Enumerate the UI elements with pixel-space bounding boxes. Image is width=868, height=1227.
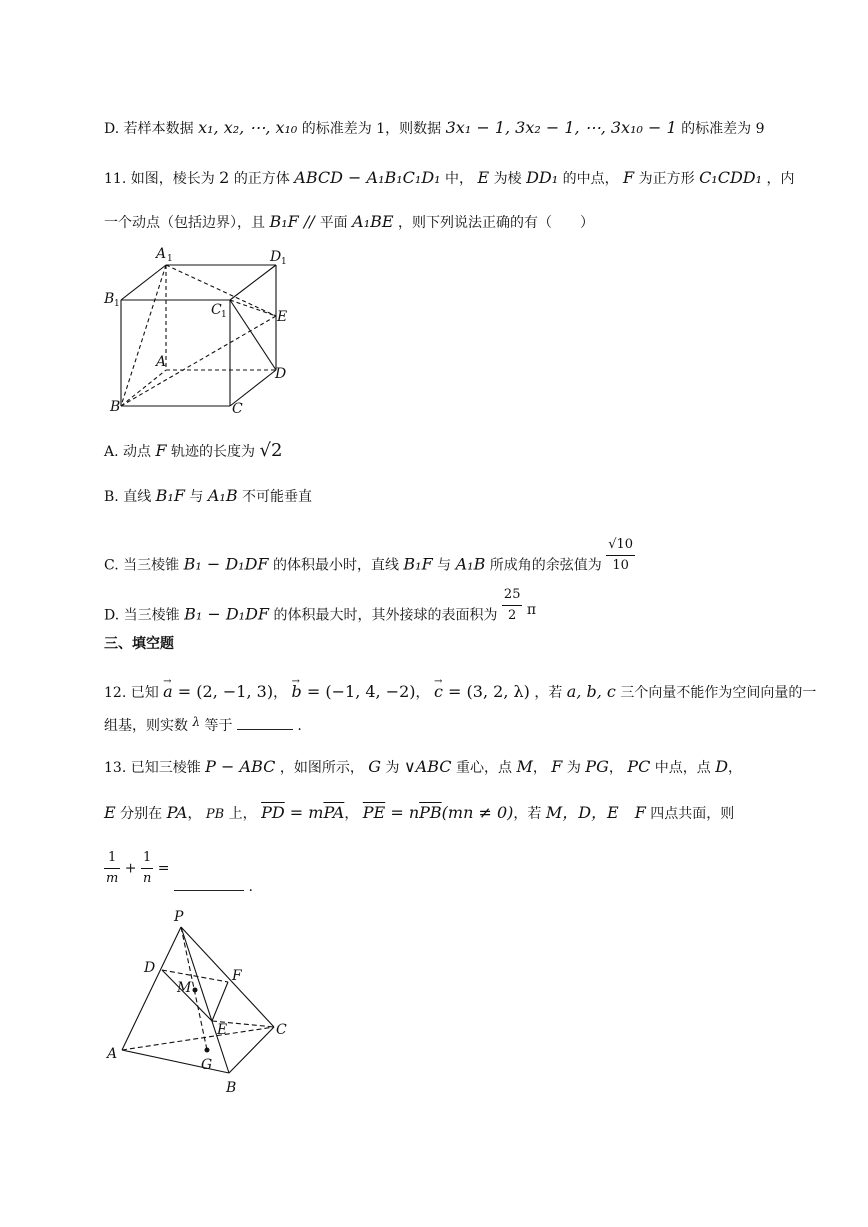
q11-face: C₁CDD₁ xyxy=(699,168,763,187)
q11-opta-f: F xyxy=(155,441,167,460)
label-c1: C xyxy=(211,302,222,318)
q13-e: ， xyxy=(532,760,547,776)
q10-optd-end: 的标准差为 9 xyxy=(681,121,765,137)
q11-point-f: F xyxy=(623,168,635,187)
q13-end: . xyxy=(248,878,253,895)
q13-answer-blank[interactable] xyxy=(174,890,244,891)
q13-l2-e: ，若 xyxy=(513,806,542,822)
point-g-dot xyxy=(205,1048,210,1053)
q11-optb-b: 与 xyxy=(189,489,204,505)
q11-opta-b: 轨迹的长度为 xyxy=(171,444,256,460)
q11-optc-a: C. 当三棱锥 xyxy=(104,557,180,574)
q13-d: 重心，点 xyxy=(455,760,512,776)
q11-text-6: ，内 xyxy=(766,171,795,187)
q11-option-b xyxy=(104,486,312,507)
q12-line2 xyxy=(104,716,302,736)
q13-f-point: F xyxy=(551,757,563,776)
q11-number: 11. 如图，棱长为 xyxy=(104,171,215,187)
q12-vectors: a, b, c xyxy=(566,682,616,701)
label-c: C xyxy=(232,401,243,417)
label-f: F xyxy=(232,968,242,984)
q13-l2-a: 分别在 xyxy=(120,806,163,822)
q12-vector-c-value: = (3, 2, λ) xyxy=(442,682,530,701)
q13-eq2-tail: (mn ≠ 0) xyxy=(441,803,514,822)
q11-optc-line2: A₁B xyxy=(455,554,486,574)
q11-optc-numerator: √10 xyxy=(606,535,635,556)
q13-eq1-mid: = m xyxy=(284,803,324,822)
q13-b: ，如图所示， xyxy=(279,760,364,776)
q11-optb-line1: B₁F xyxy=(155,486,185,505)
q13-pyramid: P − ABC xyxy=(205,757,276,776)
q13-plus: + xyxy=(124,860,137,877)
q13-frac1-num: 1 xyxy=(104,848,120,869)
q11-cube-name: ABCD − A₁B₁C₁D₁ xyxy=(294,168,441,187)
label-d1-sub: 1 xyxy=(281,257,287,267)
q11-optd-fraction xyxy=(502,585,523,626)
label-d: D xyxy=(275,366,287,382)
q13-equals: = xyxy=(157,860,170,877)
q11-line2-c: ，则下列说法正确的有（ ） xyxy=(398,215,594,231)
q11-line2-b: 平面 xyxy=(319,215,348,231)
point-m-dot xyxy=(193,988,198,993)
q11-stem-line1 xyxy=(104,168,794,189)
q12-sep1: ， xyxy=(273,685,288,701)
q13-g-sep: ， xyxy=(608,760,623,776)
q12-vector-a-value: = (2, −1, 3) xyxy=(172,682,274,701)
q13-frac-1m xyxy=(104,848,120,889)
q11-optb-line2: A₁B xyxy=(207,486,238,505)
q11-opta-value: √2 xyxy=(259,440,283,461)
label-m: M xyxy=(177,980,192,996)
q11-plane: A₁BE xyxy=(352,212,394,231)
q11-text-4: 的中点， xyxy=(562,171,619,187)
q13-eq2-mid: = n xyxy=(385,803,420,822)
q11-optc-b: 的体积最小时，直线 xyxy=(272,557,399,574)
q13-line3 xyxy=(104,848,253,895)
q13-eq1-lhs: $\overline{PD}$ xyxy=(261,803,285,822)
q11-optd-pyramid: B₁ − D₁DF xyxy=(184,604,270,624)
q11-optd-pi: π xyxy=(526,601,537,618)
q13-frac1-den: m xyxy=(106,871,119,886)
q13-points: M，D，E F xyxy=(545,803,646,822)
q11-optd-numerator: 25 xyxy=(502,585,523,606)
q13-frac2-num: 1 xyxy=(141,848,153,869)
q13-l2-f: 四点共面，则 xyxy=(650,806,735,822)
q11-edge-dd1: DD₁ xyxy=(526,168,559,187)
label-a1-sub: 1 xyxy=(167,254,173,264)
q13-frac2-den: n xyxy=(142,871,152,886)
q12-vector-a: → a xyxy=(163,682,173,702)
q12-lambda: λ xyxy=(192,715,201,729)
q13-pa: PA xyxy=(166,803,188,822)
q13-triangle: ∨ABC xyxy=(403,757,452,776)
q11-optd-denominator: 2 xyxy=(508,608,517,623)
label-d1: D xyxy=(270,249,282,265)
q11-optc-fraction xyxy=(606,535,635,576)
q11-optd-b: 的体积最大时，其外接球的表面积为 xyxy=(273,607,498,624)
q13-c: 为 xyxy=(385,760,400,776)
label-d2: D xyxy=(144,960,156,976)
q12-line2-a: 组基，则实数 xyxy=(104,718,188,734)
q10-optd-mid: 的标准差为 1，则数据 xyxy=(301,121,442,137)
q12-line1 xyxy=(104,682,816,703)
q13-line2 xyxy=(104,803,734,825)
q11-optc-d: 所成角的余弦值为 xyxy=(489,557,602,574)
q12-line2-c: . xyxy=(297,718,302,734)
q12-answer-blank[interactable] xyxy=(237,729,293,730)
label-e: E xyxy=(277,309,288,325)
q13-h: 中点，点 xyxy=(654,760,711,776)
q13-e-point: E xyxy=(104,803,116,822)
q10-optd-data1: x₁, x₂, ⋯, x₁₀ xyxy=(198,118,298,137)
label-e2: E xyxy=(217,1022,228,1038)
label-c1-sub: 1 xyxy=(221,310,227,320)
label-g: G xyxy=(201,1057,213,1073)
label-b1: B xyxy=(104,291,115,307)
q13-l2-b: ， xyxy=(187,806,202,822)
label-c2: C xyxy=(276,1022,287,1038)
q13-g: G xyxy=(368,757,382,776)
q11-text-3: 为棱 xyxy=(493,171,522,187)
q13-i: ， xyxy=(728,760,743,776)
q12-c: 三个向量不能作为空间向量的一 xyxy=(620,685,817,701)
q13-l2-c: 上， xyxy=(228,806,257,822)
q13-a: 13. 已知三棱锥 xyxy=(104,760,201,776)
q13-line1 xyxy=(104,757,742,778)
label-a: A xyxy=(156,354,167,370)
q13-eq2-lhs: $\overline{PE}$ xyxy=(362,803,386,822)
label-b2: B xyxy=(226,1080,237,1096)
q11-optd-a: D. 当三棱锥 xyxy=(104,607,180,624)
q13-d-point: D xyxy=(715,757,729,776)
q13-eq2-rhs: $\overline{PB}$ xyxy=(419,803,442,822)
q12-sep2: ， xyxy=(415,685,430,701)
q10-optd-data2: 3x₁ − 1, 3x₂ − 1, ⋯, 3x₁₀ − 1 xyxy=(445,118,677,137)
q13-m: M xyxy=(516,757,533,776)
q11-optb-a: B. 直线 xyxy=(104,489,152,505)
q11-condition: B₁F // xyxy=(269,212,320,231)
q11-edge-length: 2 xyxy=(219,168,230,187)
label-b: B xyxy=(110,399,121,415)
q13-l2-d: ， xyxy=(344,806,359,822)
section-heading: 三、填空题 xyxy=(104,636,174,652)
q11-opta-a: A. 动点 xyxy=(104,444,152,460)
q11-point-e: E xyxy=(477,168,490,187)
q13-frac-1n xyxy=(141,848,153,889)
label-p: P xyxy=(174,909,184,925)
q12-b: ，若 xyxy=(534,685,563,701)
q11-text-5: 为正方形 xyxy=(638,171,695,187)
q11-option-d xyxy=(104,587,537,636)
q10-optd-label: D. 若样本数据 xyxy=(104,121,194,137)
q11-optc-pyramid: B₁ − D₁DF xyxy=(183,554,269,574)
q11-line2-a: 一个动点（包括边界），且 xyxy=(104,215,265,231)
label-a1: A xyxy=(156,246,167,262)
q12-line2-b: 等于 xyxy=(204,718,233,734)
q11-text-2: 中， xyxy=(445,171,474,187)
q10-option-d xyxy=(104,118,764,139)
q13-pg: PG xyxy=(585,757,609,776)
q11-stem-line2 xyxy=(104,212,594,233)
q12-vector-c: → c xyxy=(434,682,443,702)
q12-a: 12. 已知 xyxy=(104,685,159,701)
q13-eq1-rhs: $\overline{PA}$ xyxy=(323,803,345,822)
q11-text-1: 的正方体 xyxy=(233,171,290,187)
q11-optc-denominator: 10 xyxy=(612,558,629,573)
q11-option-c xyxy=(104,537,635,586)
q11-optc-c: 与 xyxy=(437,557,452,574)
q12-vector-b: → b xyxy=(292,682,302,702)
q13-pb: PB xyxy=(205,807,225,822)
label-a2: A xyxy=(107,1046,118,1062)
q11-optc-line1: B₁F xyxy=(403,554,433,574)
q11-option-a xyxy=(104,441,282,462)
label-b1-sub: 1 xyxy=(114,299,120,309)
q12-vector-b-value: = (−1, 4, −2) xyxy=(301,682,416,701)
q13-pc: PC xyxy=(627,757,651,776)
q13-f: 为 xyxy=(566,760,581,776)
q11-optb-c: 不可能垂直 xyxy=(242,489,313,505)
